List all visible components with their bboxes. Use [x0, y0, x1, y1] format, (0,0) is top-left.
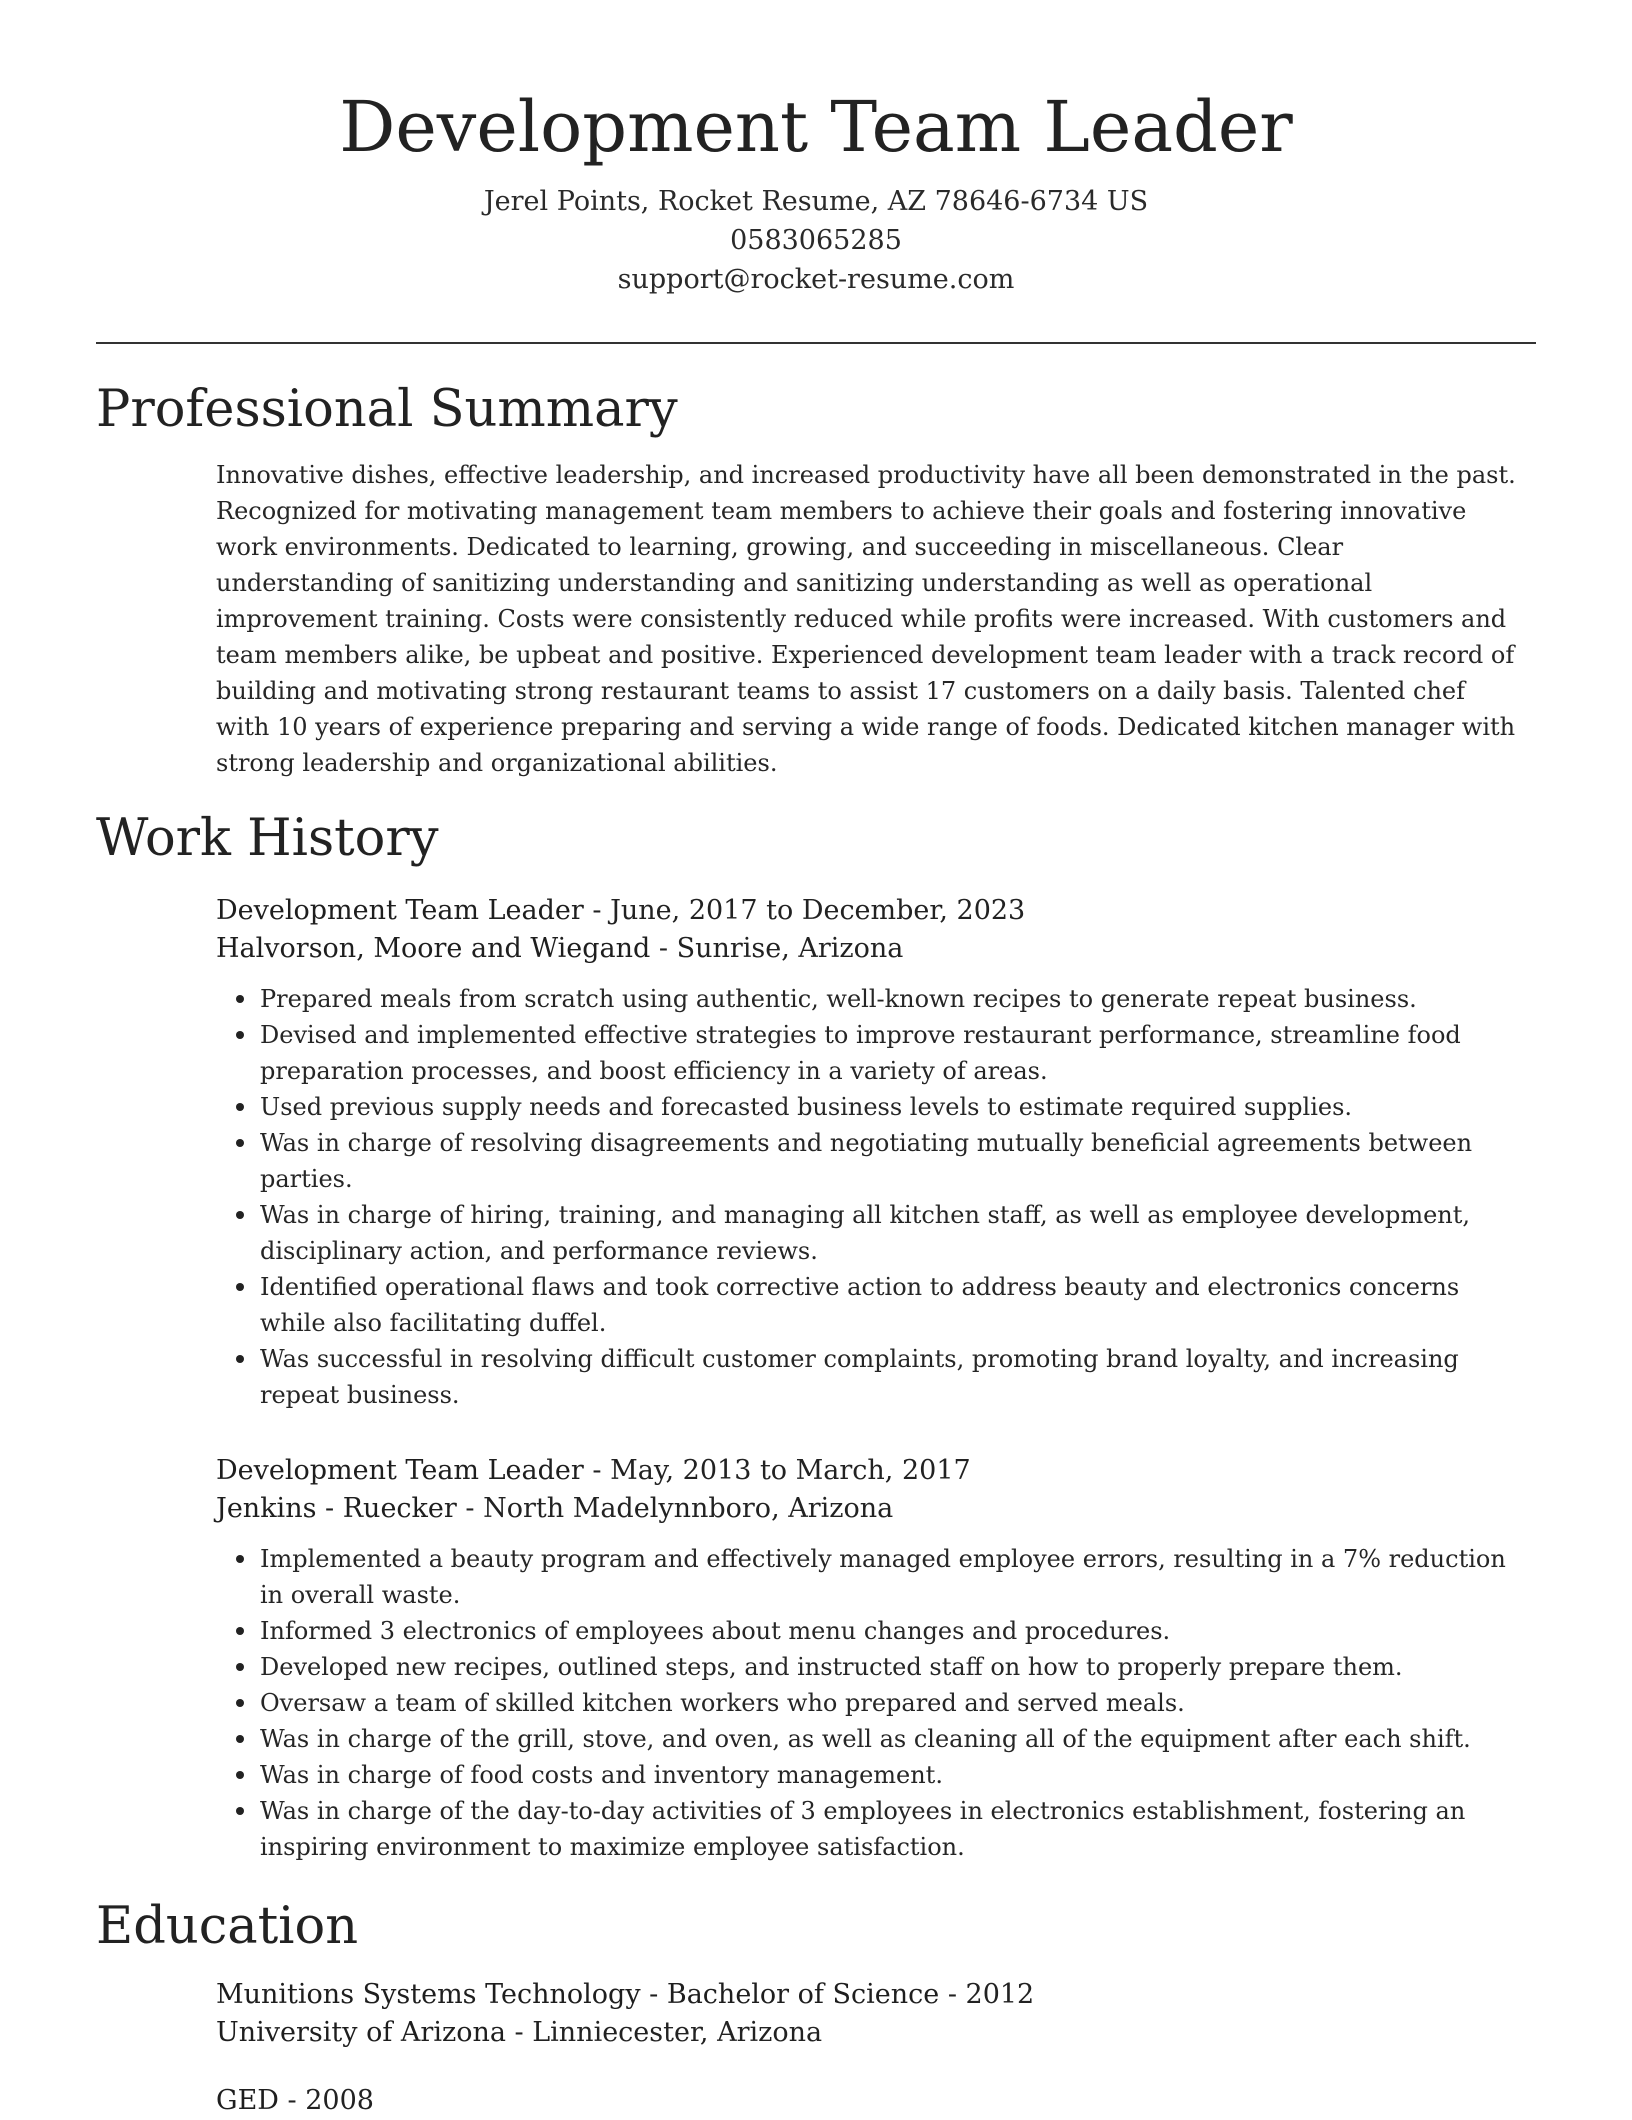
job-entry: [216, 1452, 1516, 1865]
job-bullets: [216, 981, 1516, 1413]
job-company-line: [216, 930, 1516, 968]
job-company-line: [216, 1490, 1516, 1528]
list-item: Implemented a beauty program and effectively managed employee errors, resulting in a 7% reduction in overall waste.: [260, 1541, 1516, 1613]
education-entry: [216, 1976, 1516, 2052]
list-item: Was in charge of food costs and inventory management.: [260, 1757, 1516, 1793]
job-title: Development Team Leader: [216, 895, 584, 926]
summary-heading: Professional Summary: [96, 380, 678, 439]
list-item: Identified operational flaws and took corrective action to address beauty and electronics concerns while also facilitating duffel.: [260, 1269, 1516, 1341]
school-location: - Linniecester, Arizona: [505, 2017, 823, 2048]
list-item: Devised and implemented effective strategies to improve restaurant performance, streamline food preparation processes, and boost efficiency in a variety of areas.: [260, 1017, 1516, 1089]
list-item: Prepared meals from scratch using authentic, well-known recipes to generate repeat business.: [260, 981, 1516, 1017]
job-dates: - May, 2013 to March, 2017: [583, 1455, 971, 1486]
list-item: Was in charge of hiring, training, and managing all kitchen staff, as well as employee development, disciplinary action, and performance reviews.: [260, 1197, 1516, 1269]
job-location: - North Madelynnboro, Arizona: [456, 1493, 894, 1524]
job-title-line: [216, 1452, 1516, 1490]
job-company: Halvorson, Moore and Wiegand: [216, 933, 651, 964]
list-item: Oversaw a team of skilled kitchen workers who prepared and served meals.: [260, 1685, 1516, 1721]
list-item: Was successful in resolving difficult customer complaints, promoting brand loyalty, and increasing repeat business.: [260, 1341, 1516, 1413]
list-item: Informed 3 electronics of employees about menu changes and procedures.: [260, 1613, 1516, 1649]
list-item: Was in charge of the grill, stove, and oven, as well as cleaning all of the equipment after each shift.: [260, 1721, 1516, 1757]
school-line: [216, 2014, 1516, 2052]
list-item: Developed new recipes, outlined steps, and instructed staff on how to properly prepare them.: [260, 1649, 1516, 1685]
resume-header: [96, 80, 1536, 299]
degree-name: GED: [216, 2085, 279, 2116]
degree-name: Munitions Systems Technology - Bachelor of Science: [216, 1979, 940, 2010]
degree-year: - 2008: [278, 2085, 374, 2116]
education-heading: Education: [96, 1897, 359, 1956]
job-title-line: [216, 892, 1516, 930]
contact-address: Jerel Points, Rocket Resume, AZ 78646-6734 US: [483, 186, 1149, 217]
summary-text: Innovative dishes, effective leadership, and increased productivity have all been demonstrated in the past. Recognized for motivating management team members to achieve their goals and fostering innovative work environments. Dedicated to learning, growing, and succeeding in miscellaneous. Clear understanding of sanitizing understanding and sanitizing understanding as well as operational improvement training. Costs were consistently reduced while profits were increased. With customers and team members alike, be upbeat and positive. Experienced development team leader with a track record of building and motivating strong restaurant teams to assist 17 customers on a daily basis. Talented chef with 10 years of experience preparing and serving a wide range of foods. Dedicated kitchen manager with strong leadership and organizational abilities.: [216, 461, 1516, 777]
job-dates: - June, 2017 to December, 2023: [583, 895, 1026, 926]
job-company: Jenkins - Ruecker: [216, 1493, 457, 1524]
job-location: - Sunrise, Arizona: [650, 933, 904, 964]
education-entry: [216, 2082, 1516, 2120]
contact-email: support@rocket-resume.com: [617, 264, 1015, 295]
degree-line: [216, 1976, 1516, 2014]
job-bullets: [216, 1541, 1516, 1865]
page-title: Development Team Leader: [339, 86, 1293, 168]
job-title: Development Team Leader: [216, 1455, 584, 1486]
school-name: University of Arizona: [216, 2017, 506, 2048]
list-item: Was in charge of the day-to-day activities of 3 employees in electronics establishment, fostering an inspiring environment to maximize employee satisfaction.: [260, 1793, 1516, 1865]
degree-line: [216, 2082, 1516, 2120]
list-item: Was in charge of resolving disagreements and negotiating mutually beneficial agreements between parties.: [260, 1125, 1516, 1197]
list-item: Used previous supply needs and forecasted business levels to estimate required supplies.: [260, 1089, 1516, 1125]
work-history-heading: Work History: [96, 809, 439, 868]
degree-year: - 2012: [939, 1979, 1035, 2010]
contact-phone: 0583065285: [730, 225, 902, 256]
header-divider: [96, 342, 1536, 344]
job-entry: [216, 892, 1516, 1413]
